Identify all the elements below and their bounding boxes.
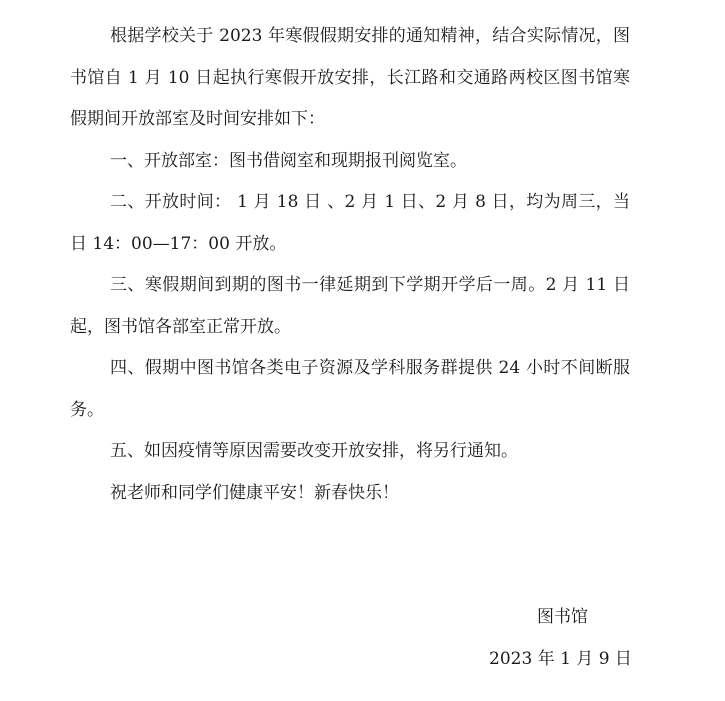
paragraph-e-resources: 四、假期中图书馆各类电子资源及学科服务群提供 24 小时不间断服务。 [70, 358, 630, 420]
paragraph-open-rooms: 一、开放部室：图书借阅室和现期报刊阅览室。 [110, 150, 467, 171]
paragraph-epidemic-notice: 五、如因疫情等原因需要改变开放安排，将另行通知。 [110, 441, 518, 461]
paragraph-greeting: 祝老师和同学们健康平安！新春快乐！ [110, 482, 399, 503]
paragraph-book-extension: 三、寒假期间到期的图书一律延期到下学期开学后一周。2 月 11 日起，图书馆各部室正常开放。 [70, 275, 630, 337]
signature-date: 2023 年 1 月 9 日 [489, 649, 632, 669]
notice-body [70, 16, 630, 514]
signature-organization: 图书馆 [537, 607, 588, 627]
paragraph-intro: 根据学校关于 2023 年寒假假期安排的通知精神，结合实际情况，图书馆自 1 月 10 日起执行寒假开放安排，长江路和交通路两校区图书馆寒假期间开放部室及时间安排如下： [70, 26, 630, 129]
paragraph-open-hours: 二、开放时间： 1 月 18 日 、2 月 1 日、2 月 8 日，均为周三，当日 14：00—17：00 开放。 [70, 192, 630, 254]
